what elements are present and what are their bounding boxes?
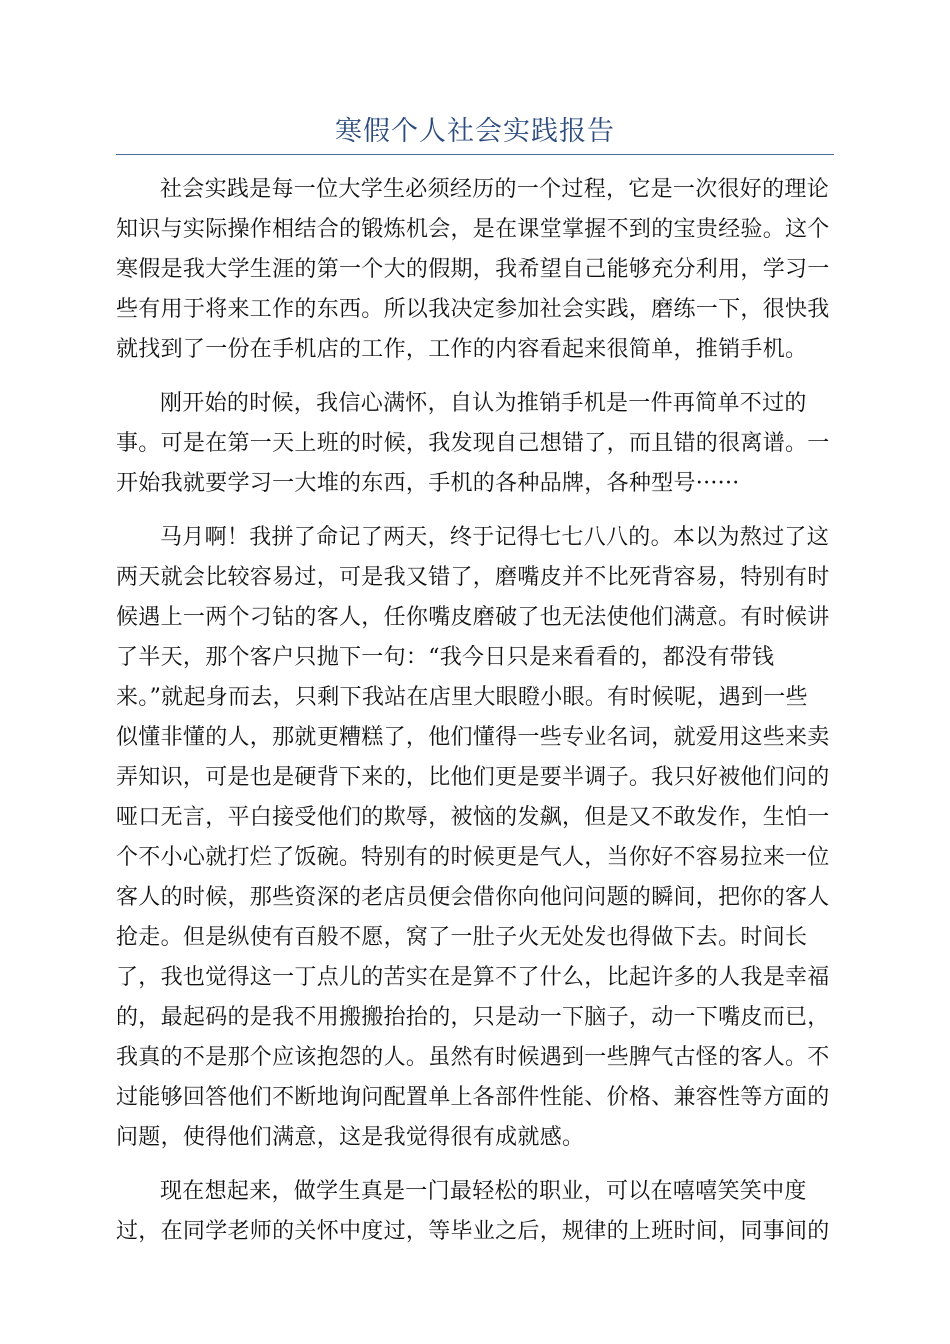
paragraph-line: 客人的时候，那些资深的老店员便会借你向他问问题的瞬间，把你的客人: [116, 885, 830, 910]
paragraph-line: 弄知识，可是也是硬背下来的，比他们更是要半调子。我只好被他们问的: [116, 765, 830, 790]
paragraph-line: 了，我也觉得这一丁点儿的苦实在是算不了什么，比起许多的人我是幸福: [116, 965, 830, 990]
paragraph-3: [116, 518, 834, 1158]
paragraph-line: 我真的不是那个应该抱怨的人。虽然有时候遇到一些脾气古怪的客人。不: [116, 1045, 830, 1070]
paragraph-line: 个不小心就打烂了饭碗。特别有的时候更是气人，当你好不容易拉来一位: [116, 845, 830, 870]
paragraph-line: 社会实践是每一位大学生必须经历的一个过程，它是一次很好的理论: [160, 177, 830, 202]
paragraph-line: 寒假是我大学生涯的第一个大的假期，我希望自己能够充分利用，学习一: [116, 257, 830, 282]
paragraph-line: 过能够回答他们不断地询问配置单上各部件性能、价格、兼容性等方面的: [116, 1085, 830, 1110]
paragraph-line: 事。可是在第一天上班的时候，我发现自己想错了，而且错的很离谱。一: [116, 431, 830, 456]
paragraph-1: [116, 170, 834, 370]
document-body: [116, 170, 834, 1266]
paragraph-line: 哑口无言，平白接受他们的欺辱，被恼的发飙，但是又不敢发作，生怕一: [116, 805, 830, 830]
paragraph-line: 些有用于将来工作的东西。所以我决定参加社会实践，磨练一下，很快我: [116, 297, 830, 322]
paragraph-line: 开始我就要学习一大堆的东西，手机的各种品牌，各种型号······: [116, 471, 740, 496]
paragraph-line: 抢走。但是纵使有百般不愿，窝了一肚子火无处发也得做下去。时间长: [116, 925, 808, 950]
paragraph-line: 知识与实际操作相结合的锻炼机会，是在课堂掌握不到的宝贵经验。这个: [116, 217, 830, 242]
paragraph-line: 问题，使得他们满意，这是我觉得很有成就感。: [116, 1125, 585, 1150]
paragraph-line: 候遇上一两个刁钻的客人，任你嘴皮磨破了也无法使他们满意。有时候讲: [116, 605, 830, 630]
title-underline: [116, 154, 834, 155]
paragraph-line: 刚开始的时候，我信心满怀，自认为推销手机是一件再简单不过的: [160, 391, 807, 416]
paragraph-line: 过，在同学老师的关怀中度过，等毕业之后，规律的上班时间，同事间的: [116, 1219, 830, 1244]
paragraph-4: [116, 1172, 834, 1252]
paragraph-line: 似懂非懂的人，那就更糟糕了，他们懂得一些专业名词，就爱用这些来卖: [116, 725, 830, 750]
paragraph-line: 两天就会比较容易过，可是我又错了，磨嘴皮并不比死背容易，特别有时: [116, 565, 830, 590]
paragraph-2: [116, 384, 834, 504]
paragraph-line: 马月啊！我拼了命记了两天，终于记得七七八八的。本以为熬过了这: [160, 525, 830, 550]
paragraph-line: 来。”就起身而去，只剩下我站在店里大眼瞪小眼。有时候呢，遇到一些: [116, 685, 808, 710]
document-title: 寒假个人社会实践报告: [335, 116, 615, 147]
paragraph-line: 的，最起码的是我不用搬搬抬抬的，只是动一下脑子，动一下嘴皮而已，: [116, 1005, 830, 1030]
paragraph-line: 了半天，那个客户只抛下一句：“我今日只是来看看的，都没有带钱: [116, 645, 775, 670]
paragraph-line: 现在想起来，做学生真是一门最轻松的职业，可以在嘻嘻笑笑中度: [160, 1179, 807, 1204]
paragraph-line: 就找到了一份在手机店的工作，工作的内容看起来很简单，推销手机。: [116, 337, 808, 362]
